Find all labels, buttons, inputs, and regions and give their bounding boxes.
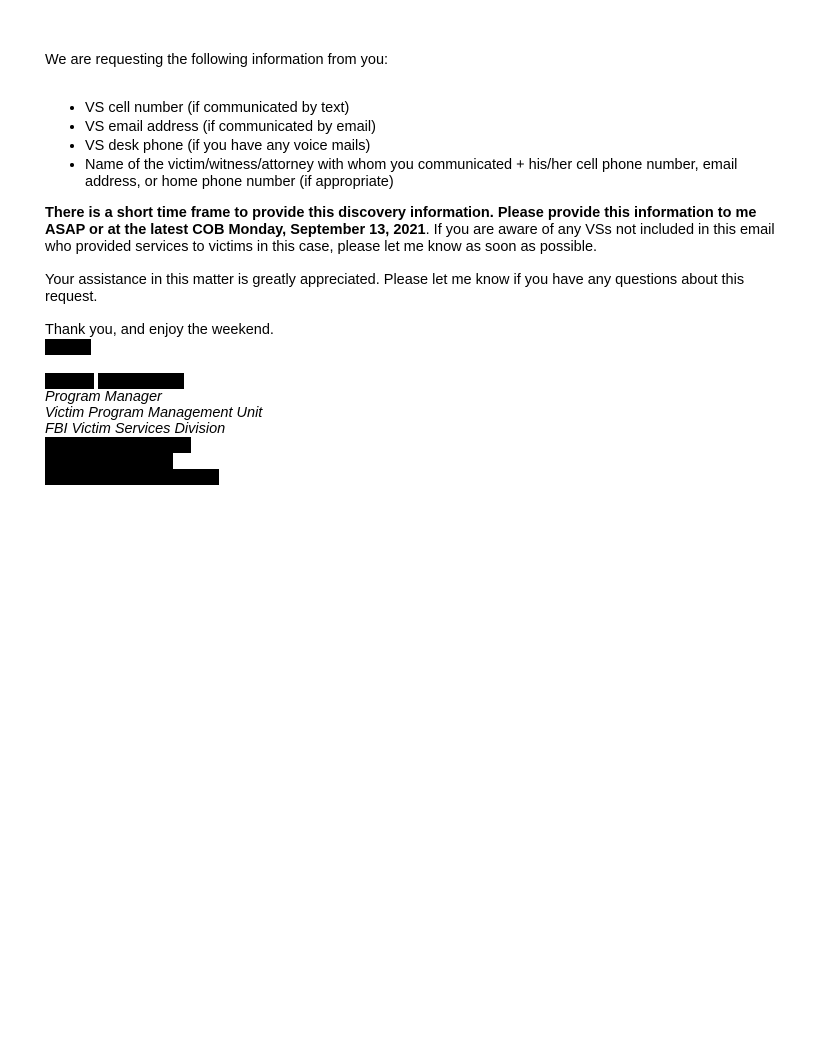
redacted-full-name	[45, 373, 775, 389]
request-list	[45, 100, 775, 191]
list-item: • VS email address (if communicated by email)	[85, 119, 775, 136]
redaction-box	[98, 373, 184, 389]
redacted-contact-info	[45, 437, 775, 485]
signature-unit: Victim Program Management Unit	[45, 405, 263, 421]
redaction-box	[45, 469, 219, 485]
deadline-paragraph	[45, 205, 775, 256]
redaction-box	[45, 373, 94, 389]
redaction-box	[45, 339, 91, 355]
redaction-box	[45, 453, 173, 469]
signature-division: FBI Victim Services Division	[45, 421, 226, 437]
intro-text: We are requesting the following information from you:	[45, 52, 389, 68]
list-item: • Name of the victim/witness/attorney with whom you communicated + his/her cell phone number, email address, or home phone number (if appropriate)	[85, 157, 775, 191]
list-item: • VS cell number (if communicated by text)	[85, 100, 775, 117]
redacted-first-name	[45, 339, 775, 355]
closing-text: Thank you, and enjoy the weekend.	[45, 322, 274, 338]
appreciation-paragraph: Your assistance in this matter is greatly appreciated. Please let me know if you have any questions about this request.	[45, 272, 745, 305]
list-item: • VS desk phone (if you have any voice mails)	[85, 138, 775, 155]
signature-block	[45, 339, 775, 485]
email-body	[45, 52, 775, 485]
deadline-bold-text: There is a short time frame to provide this discovery information. Please provide this information to me ASAP or at the latest COB Monday, September 13, 2021	[45, 205, 757, 238]
signature-title: Program Manager	[45, 389, 162, 405]
deadline-rest-text: . If you are aware of any VSs not included in this email who provided services to victims in this case, please let me know as soon as possible.	[45, 222, 775, 255]
redaction-box	[45, 437, 191, 453]
